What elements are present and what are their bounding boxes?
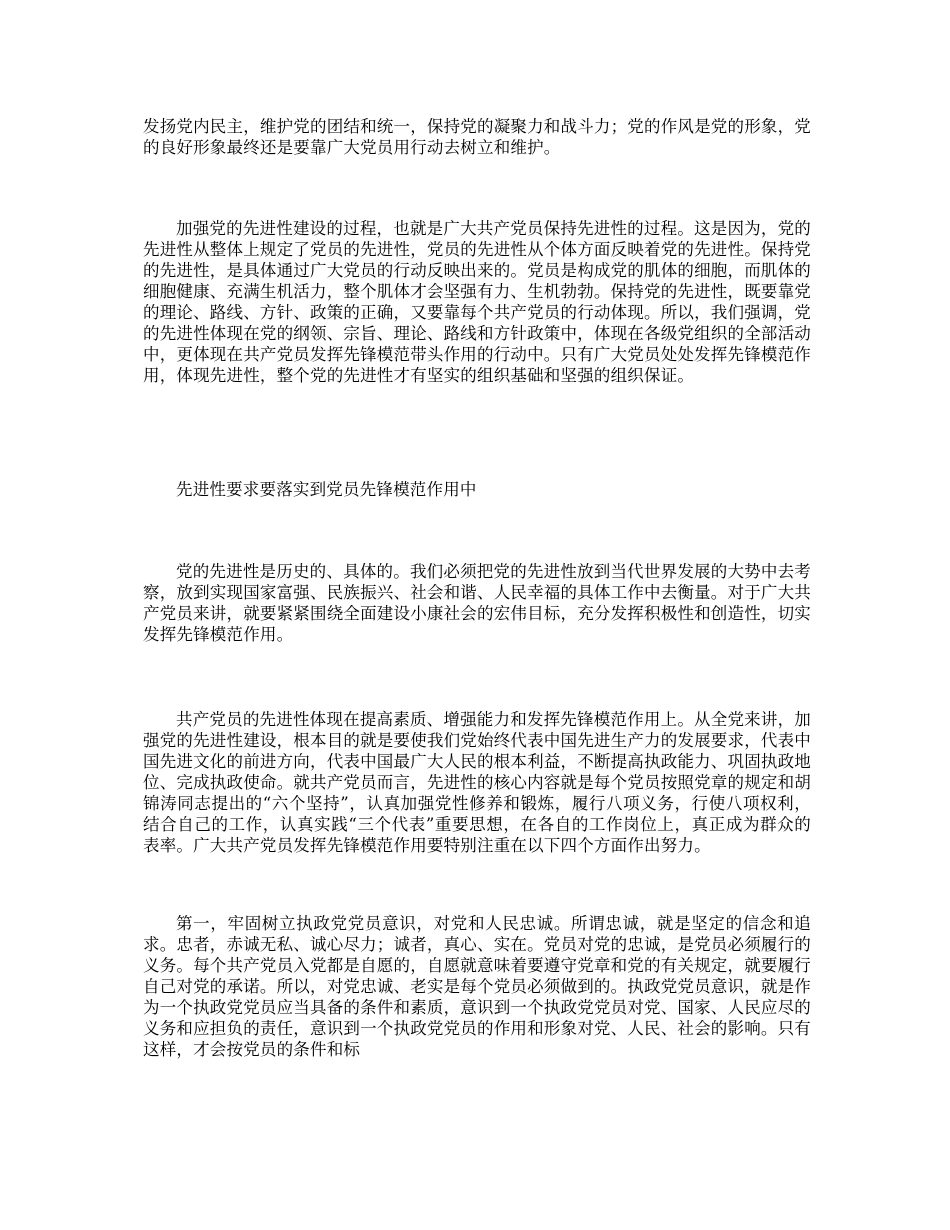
paragraph-continuation: 发扬党内民主，维护党的团结和统一，保持党的凝聚力和战斗力；党的作风是党的形象，党的良好形象最终还是要靠广大党员用行动去树立和维护。 xyxy=(143,117,811,157)
paragraph-first-point: 第一，牢固树立执政党党员意识，对党和人民忠诚。所谓忠诚，就是坚定的信念和追求。忠者，赤诚无私、诚心尽力；诚者，真心、实在。党员对党的忠诚，是党员必须履行的义务。每个共产党员入党都是自愿的，自愿就意味着要遵守党章和党的有关规定，就要履行自己对党的承诺。所以，对党忠诚、老实是每个党员必须做到的。执政党党员意识，就是作为一个执政党党员应当具备的条件和素质，意识到一个执政党党员对党、国家、人民应尽的义务和应担负的责任，意识到一个执政党党员的作用和形象对党、人民、社会的影响。只有这样，才会按党员的条件和标 xyxy=(143,914,811,1059)
paragraph-advanced-nature-process: 加强党的先进性建设的过程，也就是广大共产党员保持先进性的过程。这是因为，党的先进性从整体上规定了党员的先进性，党员的先进性从个体方面反映着党的先进性。保持党的先进性，是具体通过广大党员的行动反映出来的。党员是构成党的肌体的细胞，而肌体的细胞健康、充满生机活力，整个肌体才会坚强有力、生机勃勃。保持党的先进性，既要靠党的理论、路线、方针、政策的正确，又要靠每个共产党员的行动体现。所以，我们强调，党的先进性体现在党的纲领、宗旨、理论、路线和方针政策中，体现在各级党组织的全部活动中，更体现在共产党员发挥先锋模范带头作用的行动中。只有广大党员处处发挥先锋模范作用，体现先进性，整个党的先进性才有坚实的组织基础和坚强的组织保证。 xyxy=(143,219,811,385)
paragraph-historical-concrete: 党的先进性是历史的、具体的。我们必须把党的先进性放到当代世界发展的大势中去考察，放到实现国家富强、民族振兴、社会和谐、人民幸福的具体工作中去衡量。对于广大共产党员来讲，就要紧紧围绕全面建设小康社会的宏伟目标，充分发挥积极性和创造性，切实发挥先锋模范作用。 xyxy=(143,562,811,644)
paragraph-member-vanguard-role: 共产党员的先进性体现在提高素质、增强能力和发挥先锋模范作用上。从全党来讲，加强党的先进性建设，根本目的就是要使我们党始终代表中国先进生产力的发展要求，代表中国先进文化的前进方向，代表中国最广大人民的根本利益，不断提高执政能力、巩固执政地位、完成执政使命。就共产党员而言，先进性的核心内容就是每个党员按照党章的规定和胡锦涛同志提出的“六个坚持”，认真加强党性修养和锻炼，履行八项义务，行使八项权利，结合自己的工作，认真实践“三个代表”重要思想，在各自的工作岗位上，真正成为群众的表率。广大共产党员发挥先锋模范作用要特别注重在以下四个方面作出努力。 xyxy=(143,710,811,855)
section-heading: 先进性要求要落实到党员先锋模范作用中 xyxy=(176,480,477,499)
